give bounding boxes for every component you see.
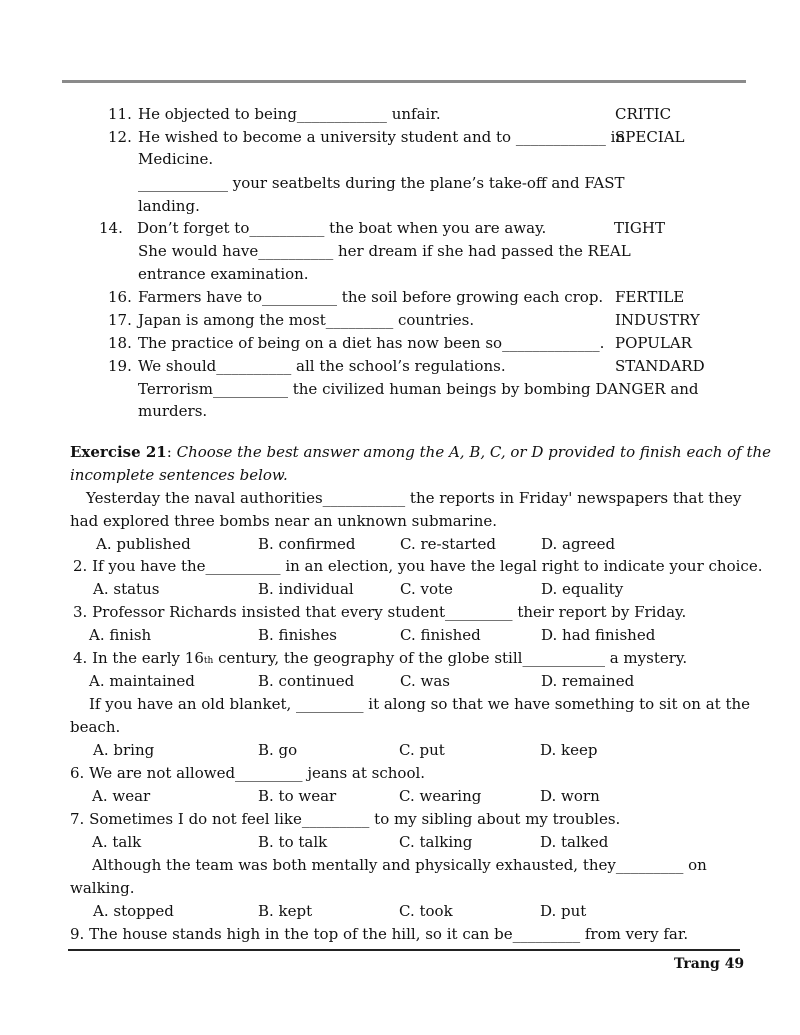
- item-sentence-continued: entrance examination.: [138, 265, 309, 283]
- option-d: D. equality: [541, 580, 624, 598]
- option-b: B. confirmed: [258, 535, 356, 553]
- question-text: Although the team was both mentally and physically exhausted, they_________ on: [92, 856, 707, 874]
- option-d: D. keep: [540, 741, 598, 759]
- item-word: POPULAR: [615, 334, 692, 352]
- option-c: C. finished: [400, 626, 481, 644]
- option-b: B. finishes: [258, 626, 337, 644]
- option-b: B. individual: [258, 580, 354, 598]
- option-a: A. bring: [93, 741, 155, 759]
- question-text: 7. Sometimes I do not feel like_________ to my sibling about my troubles.: [70, 810, 621, 828]
- option-b: B. continued: [258, 672, 355, 690]
- option-c: C. vote: [400, 580, 453, 598]
- question-text-part: century, the geography of the globe still___________ a mystery.: [213, 649, 688, 667]
- option-c: C. wearing: [399, 787, 482, 805]
- option-b: B. go: [258, 741, 298, 759]
- option-c: C. talking: [399, 833, 473, 851]
- item-number: 18.: [108, 334, 132, 352]
- item-sentence: He wished to become a university student and to ____________ in: [138, 128, 626, 146]
- item-sentence-continued: murders.: [138, 402, 208, 420]
- question-text: If you have an old blanket, _________ it along so that we have something to sit on at the: [89, 695, 751, 713]
- item-word: FERTILE: [615, 288, 685, 306]
- question-text: 3. Professor Richards insisted that every student_________ their report by Friday.: [73, 603, 687, 621]
- option-c: C. put: [399, 741, 445, 759]
- item-sentence: The practice of being on a diet has now been so_____________.: [138, 334, 605, 352]
- option-b: B. to talk: [258, 833, 328, 851]
- question-text-continued: had explored three bombs near an unknown submarine.: [70, 512, 498, 530]
- superscript-ordinal: th: [203, 656, 214, 666]
- option-a: A. published: [96, 535, 191, 553]
- item-sentence: ____________ your seatbelts during the plane’s take-off and FAST: [138, 174, 625, 192]
- option-d: D. agreed: [541, 535, 616, 553]
- item-number: 11.: [108, 105, 132, 123]
- item-sentence: Farmers have to__________ the soil before growing each crop.: [138, 288, 604, 306]
- item-word: INDUSTRY: [615, 311, 700, 329]
- heading-colon: :: [166, 443, 172, 461]
- option-d: D. put: [540, 902, 587, 920]
- instruction-text-continued: incomplete sentences below.: [70, 466, 288, 484]
- item-number: 19.: [108, 357, 132, 375]
- option-a: A. wear: [92, 787, 151, 805]
- option-b: B. to wear: [258, 787, 337, 805]
- option-a: A. finish: [89, 626, 152, 644]
- question-text: 6. We are not allowed_________ jeans at school.: [70, 764, 426, 782]
- item-sentence: Terrorism__________ the civilized human beings by bombing DANGER and: [138, 380, 699, 398]
- option-c: C. was: [400, 672, 450, 690]
- option-a: A. maintained: [89, 672, 195, 690]
- item-sentence: She would have__________ her dream if she had passed the REAL: [138, 242, 631, 260]
- item-number: 16.: [108, 288, 132, 306]
- footer-rule: [68, 949, 740, 951]
- exercise-title: Exercise 21: [70, 443, 167, 461]
- item-sentence: We should__________ all the school’s regulations.: [138, 357, 506, 375]
- option-b: B. kept: [258, 902, 313, 920]
- item-sentence: He objected to being____________ unfair.: [138, 105, 441, 123]
- item-word: SPECIAL: [615, 128, 685, 146]
- item-word: STANDARD: [615, 357, 705, 375]
- instruction-text: Choose the best answer among the A, B, C, or D provided to finish each of the: [176, 443, 772, 461]
- question-text-continued: beach.: [70, 718, 121, 736]
- question-text-continued: walking.: [70, 879, 135, 897]
- option-a: A. stopped: [93, 902, 174, 920]
- exercise-21-heading: [70, 442, 771, 462]
- item-number: 17.: [108, 311, 132, 329]
- header-rule: [62, 80, 746, 83]
- item-word: TIGHT: [614, 219, 665, 237]
- question-text: Yesterday the naval authorities___________ the reports in Friday' newspapers that they: [86, 489, 742, 507]
- option-a: A. status: [93, 580, 160, 598]
- question-text: 2. If you have the__________ in an election, you have the legal right to indicate your choice.: [73, 557, 763, 575]
- item-sentence: Don’t forget to__________ the boat when you are away.: [137, 219, 547, 237]
- item-sentence-continued: landing.: [138, 197, 200, 215]
- option-c: C. took: [399, 902, 453, 920]
- option-a: A. talk: [92, 833, 142, 851]
- item-number: 14.: [99, 219, 123, 237]
- option-d: D. remained: [541, 672, 635, 690]
- item-number: 12.: [108, 128, 132, 146]
- question-text-part: 4. In the early 16: [73, 649, 204, 667]
- question-text: [73, 648, 687, 671]
- option-d: D. talked: [540, 833, 609, 851]
- item-word: CRITIC: [615, 105, 672, 123]
- item-sentence: Japan is among the most_________ countries.: [138, 311, 475, 329]
- page-number: Trang 49: [674, 956, 745, 972]
- question-text: 9. The house stands high in the top of the hill, so it can be_________ from very far.: [70, 925, 689, 943]
- option-d: D. had finished: [541, 626, 656, 644]
- option-c: C. re-started: [400, 535, 496, 553]
- option-d: D. worn: [540, 787, 600, 805]
- item-sentence-continued: Medicine.: [138, 150, 214, 168]
